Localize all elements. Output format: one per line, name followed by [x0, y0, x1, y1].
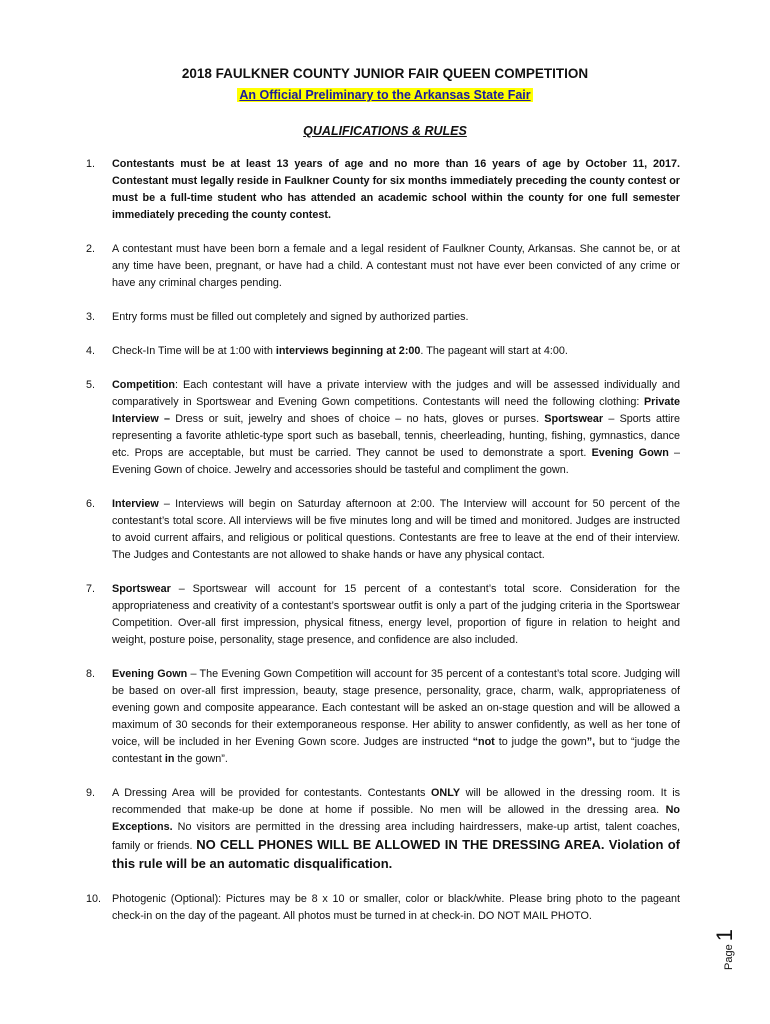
rule-emphasis: Sportswear — [544, 413, 604, 425]
rules-list — [86, 156, 681, 942]
rule-number: 10. — [86, 893, 102, 905]
section-heading: QUALIFICATIONS & RULES — [303, 124, 467, 138]
rule-item — [86, 156, 680, 224]
rule-item — [86, 581, 680, 649]
rule-emphasis: in — [164, 753, 175, 765]
rule-emphasis: Sportswear — [112, 583, 171, 595]
rule-text-part: Check-In Time will be at 1:00 with — [112, 345, 276, 357]
rule-number: 6. — [86, 498, 96, 510]
subtitle-row — [0, 86, 770, 104]
rule-text-part: – Interviews will begin on Saturday afternoon at 2:00. The Interview will account for 50 percent of the contestant’s total score. All interviews will be five minutes long and will be timed and monitored. Judges are instructed to avoid current affairs, and religious or political questions. Contestants are free to leave at the end of their interview. The Judges and Contestants are not allowed to shake hands or have any physical contact. — [112, 498, 680, 561]
rule-text — [112, 343, 680, 360]
rule-text-part: – Evening Gown of choice. Jewelry and accessories should be tasteful and compliment the gown. — [112, 447, 680, 476]
page-number: 1 — [712, 928, 737, 942]
rule-text-part: will be allowed in the dressing room. It is recommended that make-up be done at home if possible. No men will be allowed in the dressing area. — [112, 787, 680, 816]
rule-text-part: . The pageant will start at 4:00. — [420, 345, 568, 357]
rule-emphasis: Private Interview – — [112, 396, 680, 425]
rule-text: Contestants must be at least 13 years of age and no more than 16 years of age by October 11, 2017. Contestant must legally reside in Faulkner County for six months immediately preceding the county contest or must be a full-time student who has attended an academic school within the county for one full semester immediately preceding the county contest. — [112, 158, 680, 221]
rule-item — [86, 309, 680, 326]
rule-emphasis: “not — [472, 736, 495, 748]
rule-text: Photogenic (Optional): Pictures may be 8 x 10 or smaller, color or black/white. Please bring photo to the pageant check-in on the day of the pageant. All photos must be turned in at check-in. DO NOT MAIL PHOTO. — [112, 893, 680, 922]
rule-text — [112, 785, 680, 874]
rule-text — [112, 666, 680, 768]
rule-text-part: – Sportswear will account for 15 percent of a contestant’s total score. Consideration for the appropriateness and creativity of a contestant’s sportswear outfit is only a part of the judging criteria in the Sportswear Competition. Over-all first impression, physical fitness, energy level, proportion of figure in relation to height and weight, posture poise, personality, stage presence, and confidence are also included. — [112, 583, 680, 646]
rule-item — [86, 241, 680, 292]
rule-emphasis: ”, — [586, 736, 596, 748]
page-number-label — [712, 910, 738, 970]
rule-number: 1. — [86, 158, 96, 170]
rule-text-part: – Sports attire representing a favorite athletic-type sport such as baseball, tennis, cheerleading, hunting, fishing, gymnastics, dance etc. Props are acceptable, but must be carried. They cannot be used to demonstrate a sport. — [112, 413, 680, 459]
rule-emphasis: ONLY — [431, 787, 461, 799]
rule-warning: NO CELL PHONES WILL BE ALLOWED IN THE DRESSING AREA. Violation of this rule will be an automatic disqualification. — [112, 837, 680, 871]
rule-number: 9. — [86, 787, 96, 799]
rule-text-part: Dress or suit, jewelry and shoes of choice – no hats, gloves or purses. — [170, 413, 545, 425]
rule-text-part: – The Evening Gown Competition will account for 35 percent of a contestant’s total score. Judging will be based on over-all first impression, beauty, stage presence, personality, grace, charm, walk, appropriateness of evening gown and composite appearance. Each contestant will be asked an on-stage question and will be allowed a maximum of 30 seconds for their extemporaneous response. Her ability to answer confidently, as well as her tone of voice, will be included in her Evening Gown score. Judges are instructed — [112, 668, 681, 748]
rule-text — [112, 377, 680, 479]
rule-text-part: the gown”. — [174, 753, 228, 765]
rule-item — [86, 343, 680, 360]
rule-text — [112, 496, 680, 564]
rule-text: Entry forms must be filled out completely and signed by authorized parties. — [112, 311, 469, 323]
rule-number: 4. — [86, 345, 96, 357]
rule-emphasis: Interview — [112, 498, 159, 510]
rule-number: 5. — [86, 379, 96, 391]
page-label: Page — [723, 944, 735, 970]
rule-item — [86, 785, 680, 874]
page-title: 2018 FAULKNER COUNTY JUNIOR FAIR QUEEN COMPETITION — [181, 66, 589, 81]
rule-item — [86, 377, 680, 479]
rule-item — [86, 666, 681, 768]
rule-number: 7. — [86, 583, 96, 595]
rule-emphasis: Competition — [112, 379, 175, 391]
page-footer — [712, 930, 752, 990]
rule-number: 3. — [86, 311, 96, 323]
rule-text-part: A Dressing Area will be provided for contestants. Contestants — [112, 787, 432, 799]
rule-text-part: but to “judge the contestant — [112, 736, 680, 765]
rule-emphasis: interviews beginning at 2:00 — [275, 345, 421, 357]
rule-text-part: to judge the gown — [494, 736, 587, 748]
rule-text: A contestant must have been born a female and a legal resident of Faulkner County, Arkansas. She cannot be, or at any time have been, pregnant, or have had a child. A contestant must not have ever been convicted of any crime or have any criminal charges pending. — [112, 243, 680, 289]
rule-emphasis: Evening Gown — [591, 447, 669, 459]
rule-text-part: : Each contestant will have a private interview with the judges and will be assessed individually and comparatively in Sportswear and Evening Gown competitions. Contestants will need the following clothing: — [112, 379, 680, 408]
rule-item — [86, 891, 680, 925]
rule-number: 2. — [86, 243, 96, 255]
rule-emphasis: Evening Gown — [112, 668, 188, 680]
rule-emphasis: No Exceptions. — [112, 804, 680, 833]
rule-text-part: No visitors are permitted in the dressing area including hairdressers, make-up artist, talent coaches, family or friends. — [112, 821, 680, 852]
subtitle-highlighted: An Official Preliminary to the Arkansas State Fair — [239, 88, 531, 102]
rule-item — [86, 496, 680, 564]
rule-number: 8. — [86, 668, 96, 680]
rule-text — [112, 581, 680, 649]
